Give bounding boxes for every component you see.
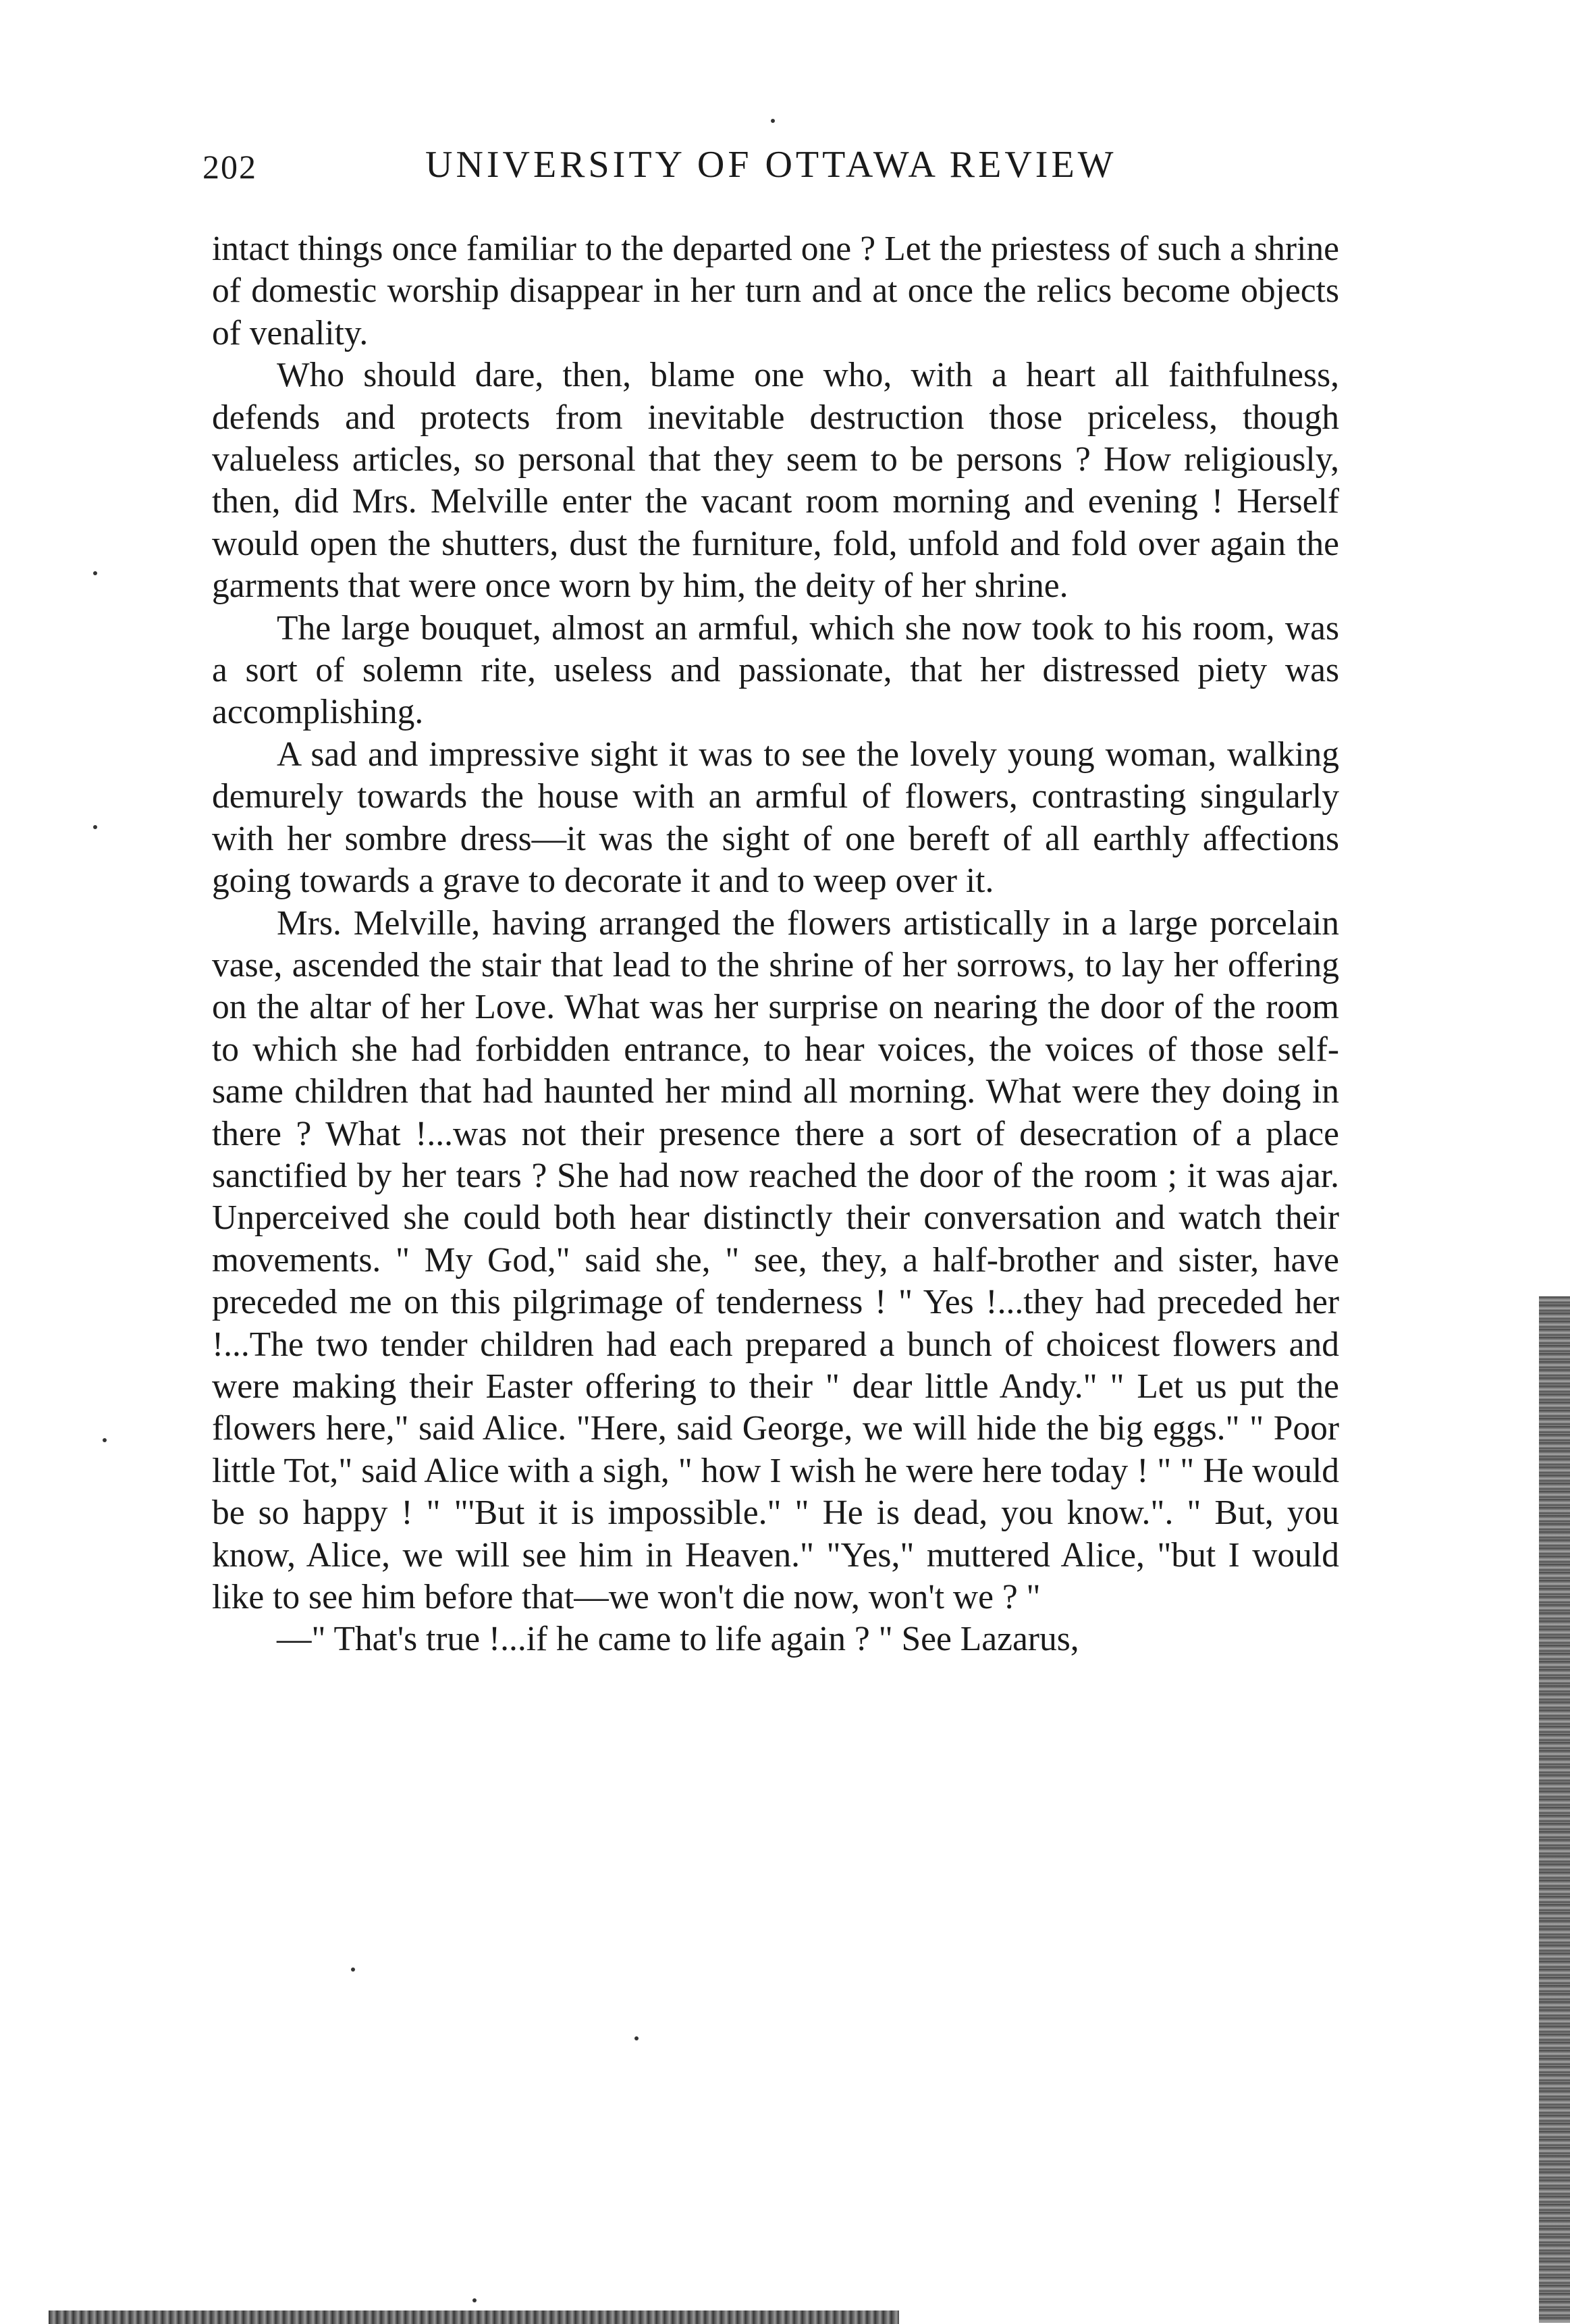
page-number: 202 [202,148,257,186]
scan-speck [472,2298,477,2302]
scan-speck [634,2036,639,2040]
paragraph: The large bouquet, almost an armful, which she now took to his room, was a sort of solemn rite, useless and passionate, that her distressed piety was accomplishing. [212,608,1339,732]
scan-speck [93,825,97,829]
scan-edge-right [1539,1296,1570,2323]
paragraph-continuation: intact things once familiar to the departed one ? Let the priestess of such a shrine of domestic worship disappear in her turn and at once the relics become objects of venality. [212,230,1339,352]
body-text [212,228,1339,1661]
paragraph: —" That's true !...if he came to life again ? " See Lazarus, [277,1620,1079,1659]
scan-speck [103,1438,107,1442]
paragraph: Who should dare, then, blame one who, with a heart all faithfulness, defends and protects from inevitable destruction those priceless, though valueless articles, so personal that they seem to be persons ? How religiously, then, did Mrs. Melville enter the vacant room morning and evening ! Herself would open the shutters, dust the furniture, fold, unfold and fold over again the garments that were once worn by him, the deity of her shrine. [212,356,1339,606]
scan-edge-bottom [49,2310,899,2324]
scan-speck [771,119,775,123]
page-header [202,144,1350,201]
paragraph: Mrs. Melville, having arranged the flowers artistically in a large porcelain vase, ascended the stair that lead to the shrine of her sorrows, to lay her offering on the altar of her Love. What was her surprise on nearing the door of the room to which she had forbidden entrance, to hear voices, the voices of those self-same children that had haunted her mind all morning. What were they doing in there ? What !...was not their presence there a sort of desecration of a place sanctified by her tears ? She had now reached the door of the room ; it was ajar. Unperceived she could both hear distinctly their conversation and watch their movements. " My God," said she, " see, they, a half-brother and sister, have preceded me on this pilgrimage of tenderness ! " Yes !...they had preceded her !...The two tender children had each prepared a bunch of choicest flowers and were making their Easter offering to their " dear little Andy." " Let us put the flowers here," said Alice. "Here, said George, we will hide the big eggs." " Poor little Tot," said Alice with a sigh, " how I wish he were here today ! " " He would be so happy ! " "'But it is impossible." " He is dead, you know.". " But, you know, Alice, we will see him in Heaven." "Yes," muttered Alice, "but I would like to see him before that—we won't die now, won't we ? " [212,903,1339,1616]
scan-speck [351,1968,355,1972]
paragraph: A sad and impressive sight it was to see the lovely young woman, walking demurely towards the house with an armful of flowers, contrasting singularly with her sombre dress—it was the sight of one bereft of all earthly affections going towards a grave to decorate it and to weep over it. [212,735,1339,901]
scan-speck [93,571,97,575]
running-head: UNIVERSITY OF OTTAWA REVIEW [425,144,1117,186]
